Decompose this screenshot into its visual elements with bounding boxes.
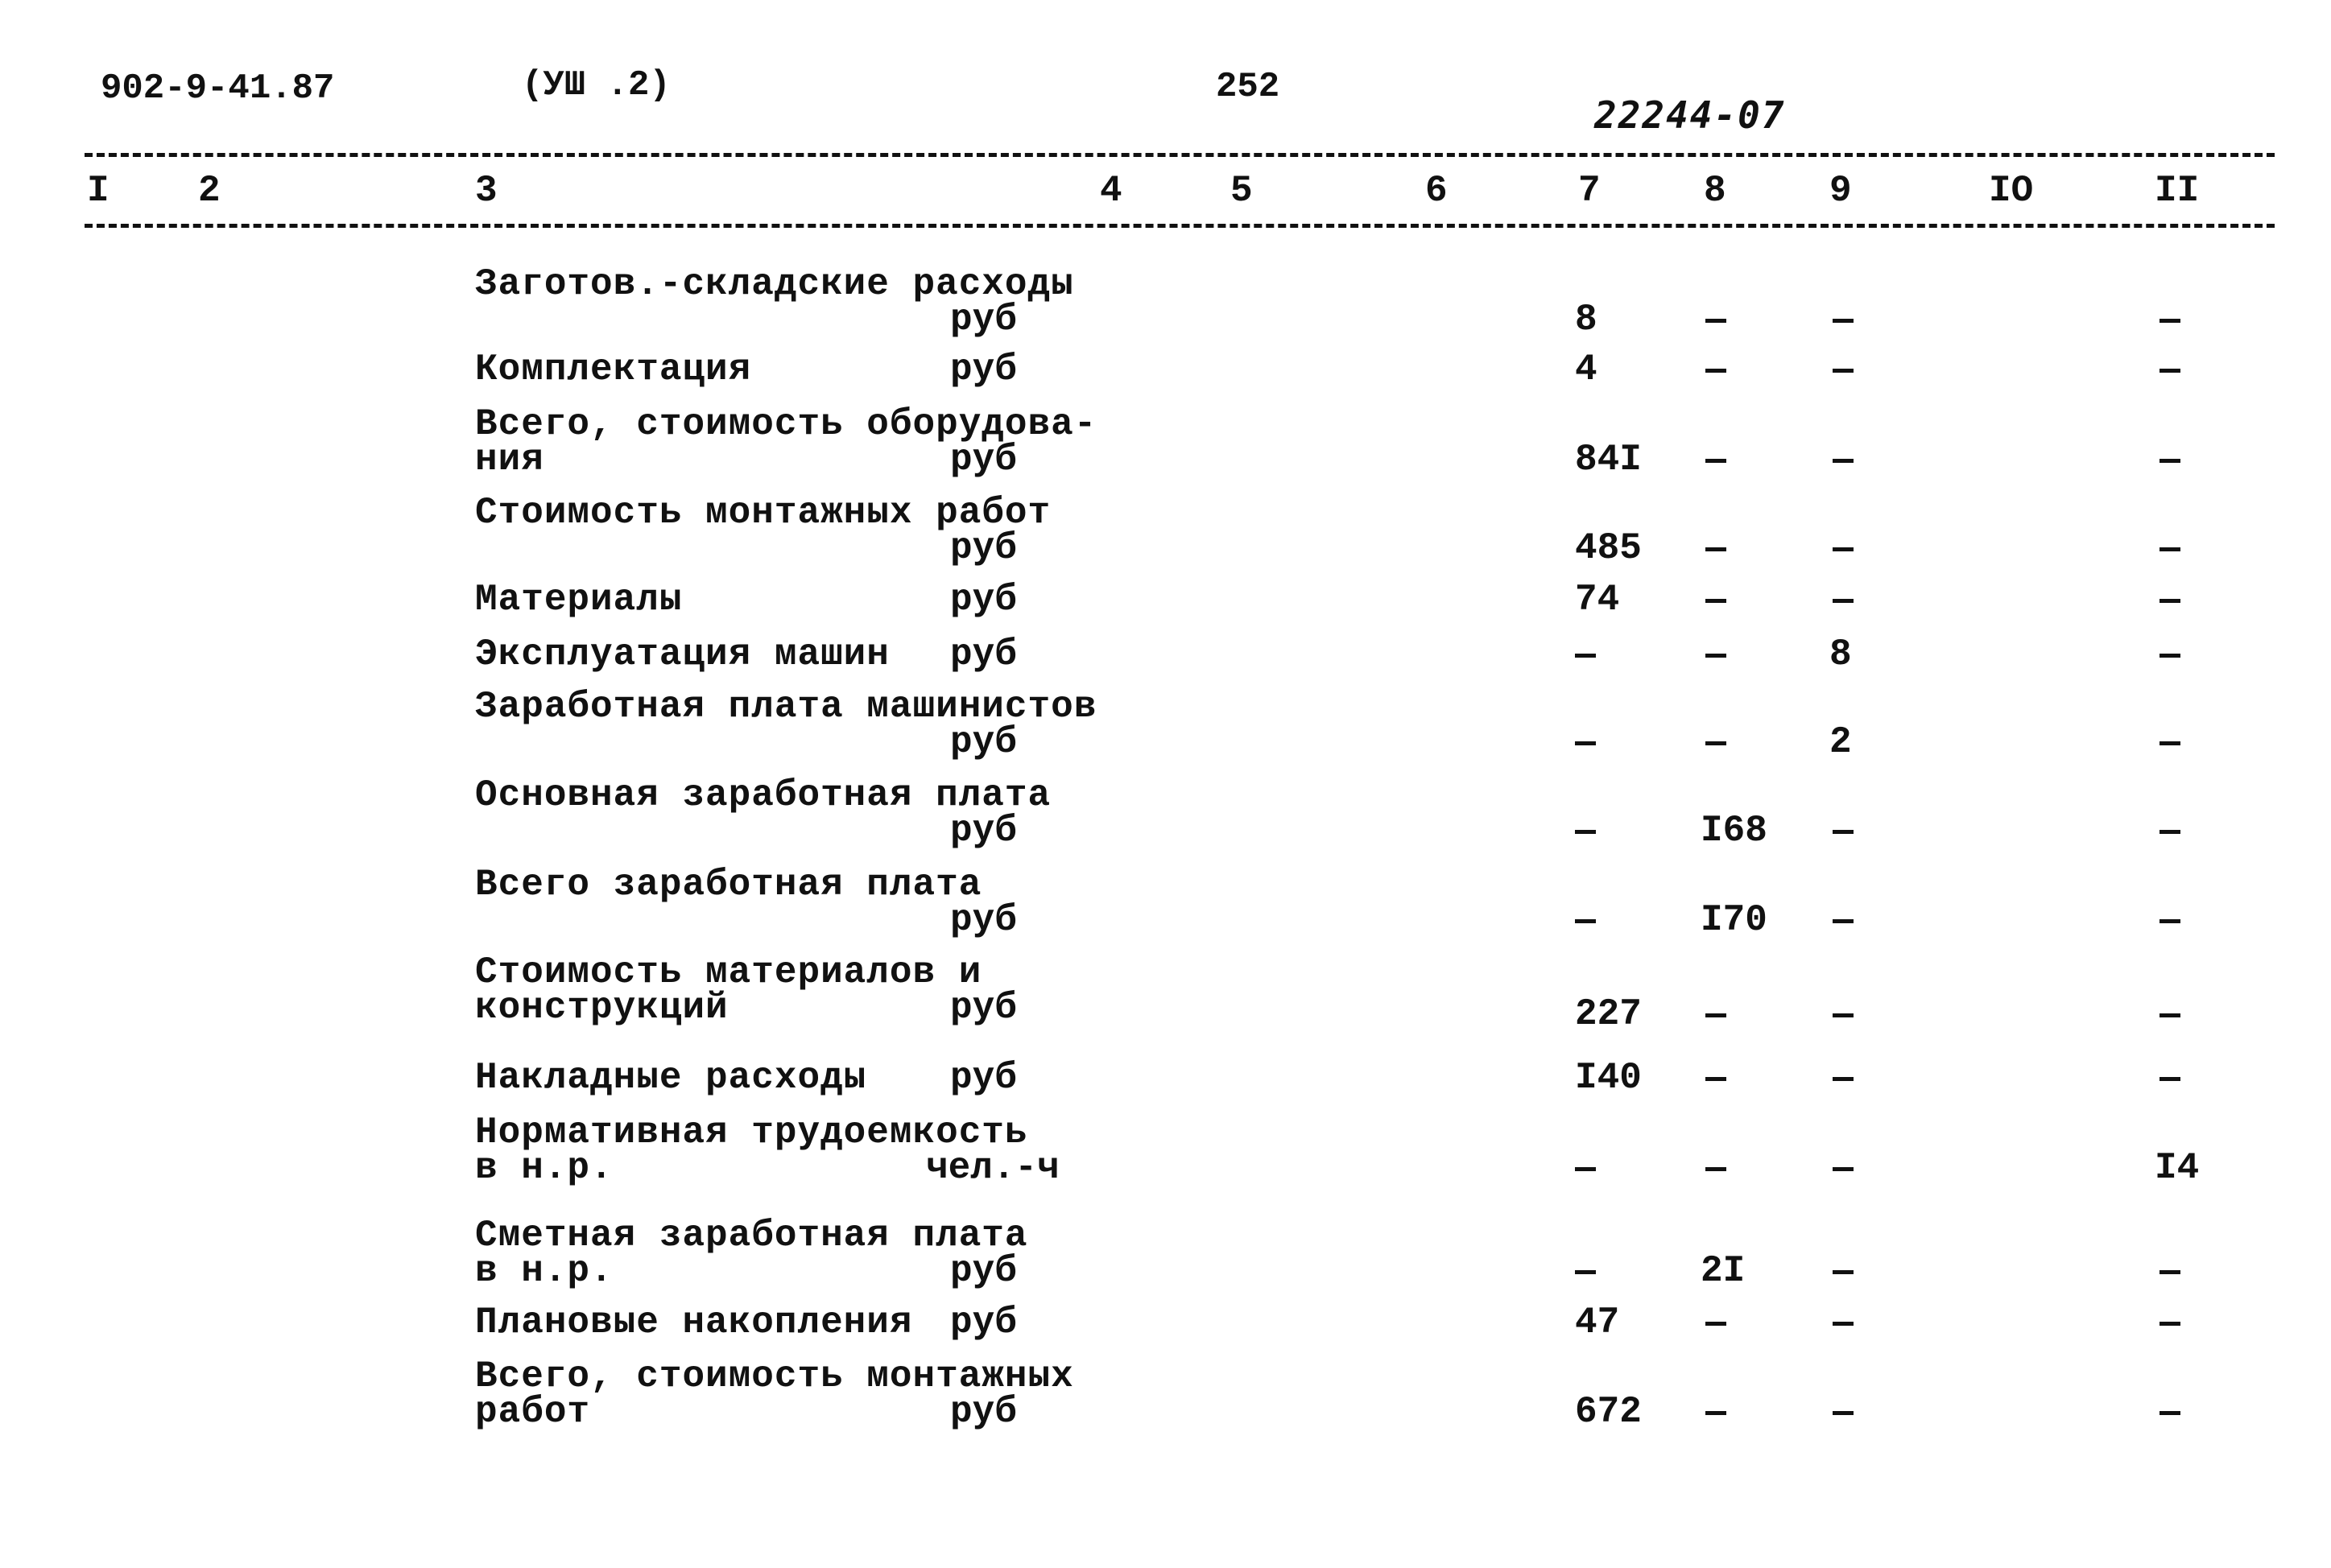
row-14-description-line: Всего, стоимость монтажных (475, 1355, 1074, 1397)
row-7-c8-value: I68 (1701, 810, 1767, 852)
row-8-unit: руб (950, 899, 1017, 941)
row-4-description-line: Материалы (475, 579, 683, 621)
row-0-c7-value: 8 (1575, 299, 1597, 340)
row-0-c11-dash (2159, 319, 2180, 323)
column-header-2: 2 (198, 170, 221, 212)
header-top-rule (85, 153, 2275, 157)
row-9-c8-dash (1705, 1013, 1726, 1017)
row-12-description-line: в н.р. (475, 1250, 614, 1292)
row-4-unit: руб (950, 579, 1017, 621)
row-2-c9-dash (1833, 459, 1854, 463)
row-13-unit: руб (950, 1302, 1017, 1343)
row-5-description-line: Эксплуатация машин (475, 633, 890, 675)
row-9-c9-dash (1833, 1013, 1854, 1017)
row-6-c8-dash (1705, 741, 1726, 745)
row-4-c8-dash (1705, 599, 1726, 603)
column-header-6: 6 (1425, 170, 1448, 212)
row-14-c11-dash (2159, 1411, 2180, 1415)
row-12-c11-dash (2159, 1270, 2180, 1274)
row-13-description-line: Плановые накопления (475, 1302, 913, 1343)
row-13-c7-value: 47 (1575, 1302, 1620, 1343)
row-1-description-line: Комплектация (475, 349, 752, 390)
row-11-description-line: в н.р. (475, 1147, 614, 1189)
row-9-c11-dash (2159, 1013, 2180, 1017)
row-10-c8-dash (1705, 1077, 1726, 1081)
row-1-c7-value: 4 (1575, 349, 1597, 390)
column-header-5: 5 (1230, 170, 1253, 212)
document-code: 902-9-41.87 (101, 68, 335, 109)
row-11-c7-dash (1575, 1167, 1596, 1171)
row-2-c8-dash (1705, 459, 1726, 463)
header-bottom-rule (85, 224, 2275, 228)
row-10-c7-value: I40 (1575, 1057, 1642, 1099)
row-7-unit: руб (950, 810, 1017, 852)
row-14-c7-value: 672 (1575, 1391, 1642, 1433)
row-9-unit: руб (950, 987, 1017, 1029)
row-8-c7-dash (1575, 919, 1596, 923)
row-13-c9-dash (1833, 1322, 1854, 1326)
row-14-unit: руб (950, 1391, 1017, 1433)
row-8-c8-value: I70 (1701, 899, 1767, 941)
row-14-description-line: работ (475, 1391, 591, 1433)
row-11-c8-dash (1705, 1167, 1726, 1171)
row-7-c9-dash (1833, 830, 1854, 834)
row-4-c9-dash (1833, 599, 1854, 603)
row-5-c9-value: 8 (1829, 633, 1852, 675)
column-header-3: 3 (475, 170, 498, 212)
column-header-9: 9 (1829, 170, 1852, 212)
handwritten-registration-number: 22244-07 (1594, 93, 1786, 137)
row-11-unit: чел.-ч (926, 1147, 1060, 1189)
row-12-description-line: Сметная заработная плата (475, 1215, 1028, 1256)
page-number: 252 (1216, 67, 1280, 107)
row-14-c9-dash (1833, 1411, 1854, 1415)
row-7-c11-dash (2159, 830, 2180, 834)
column-header-1: I (87, 170, 110, 212)
row-10-c9-dash (1833, 1077, 1854, 1081)
row-2-c7-value: 84I (1575, 439, 1642, 481)
row-14-c8-dash (1705, 1411, 1726, 1415)
row-2-description-line: Всего, стоимость оборудова- (475, 403, 1097, 445)
row-12-c8-value: 2I (1701, 1250, 1746, 1292)
row-6-unit: руб (950, 721, 1017, 763)
row-10-c11-dash (2159, 1077, 2180, 1081)
row-11-c9-dash (1833, 1167, 1854, 1171)
row-4-c11-dash (2159, 599, 2180, 603)
row-12-unit: руб (950, 1250, 1017, 1292)
column-header-4: 4 (1100, 170, 1122, 212)
column-header-11: II (2155, 170, 2200, 212)
row-1-unit: руб (950, 349, 1017, 390)
row-0-description-line: Заготов.-складские расходы (475, 263, 1074, 305)
section-code: (УШ .2) (522, 65, 671, 105)
column-header-8: 8 (1704, 170, 1726, 212)
row-12-c7-dash (1575, 1270, 1596, 1274)
row-6-c7-dash (1575, 741, 1596, 745)
row-5-c8-dash (1705, 654, 1726, 658)
row-1-c9-dash (1833, 369, 1854, 373)
row-9-description-line: Стоимость материалов и (475, 951, 982, 993)
row-6-c9-value: 2 (1829, 721, 1852, 763)
row-1-c8-dash (1705, 369, 1726, 373)
row-3-unit: руб (950, 527, 1017, 569)
row-12-c9-dash (1833, 1270, 1854, 1274)
row-13-c8-dash (1705, 1322, 1726, 1326)
row-13-c11-dash (2159, 1322, 2180, 1326)
row-7-description-line: Основная заработная плата (475, 774, 1052, 816)
row-4-c7-value: 74 (1575, 579, 1620, 621)
row-3-c8-dash (1705, 547, 1726, 551)
row-10-unit: руб (950, 1057, 1017, 1099)
row-7-c7-dash (1575, 830, 1596, 834)
row-0-unit: руб (950, 299, 1017, 340)
row-8-c9-dash (1833, 919, 1854, 923)
row-2-c11-dash (2159, 459, 2180, 463)
row-1-c11-dash (2159, 369, 2180, 373)
row-9-description-line: конструкций (475, 987, 729, 1029)
row-6-description-line: Заработная плата машинистов (475, 686, 1097, 728)
row-3-c7-value: 485 (1575, 527, 1642, 569)
row-2-description-line: ния (475, 439, 544, 481)
row-3-description-line: Стоимость монтажных работ (475, 492, 1052, 534)
row-5-unit: руб (950, 633, 1017, 675)
row-10-description-line: Накладные расходы (475, 1057, 867, 1099)
row-5-c7-dash (1575, 654, 1596, 658)
row-8-description-line: Всего заработная плата (475, 864, 982, 906)
row-11-description-line: Нормативная трудоемкость (475, 1112, 1028, 1153)
row-3-c11-dash (2159, 547, 2180, 551)
row-9-c7-value: 227 (1575, 993, 1642, 1035)
row-0-c8-dash (1705, 319, 1726, 323)
row-3-c9-dash (1833, 547, 1854, 551)
row-8-c11-dash (2159, 919, 2180, 923)
column-header-7: 7 (1578, 170, 1601, 212)
row-5-c11-dash (2159, 654, 2180, 658)
row-11-c11-value: I4 (2155, 1147, 2200, 1189)
column-header-10: IO (1989, 170, 2034, 212)
row-2-unit: руб (950, 439, 1017, 481)
row-0-c9-dash (1833, 319, 1854, 323)
row-6-c11-dash (2159, 741, 2180, 745)
